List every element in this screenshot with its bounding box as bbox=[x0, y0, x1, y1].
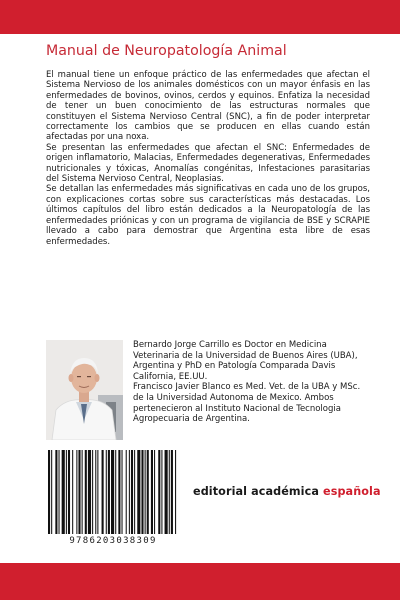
barcode-bar bbox=[72, 450, 73, 534]
barcode-bar bbox=[97, 450, 98, 534]
barcode-bar bbox=[175, 450, 176, 534]
top-color-band bbox=[0, 0, 400, 34]
barcode-bar bbox=[82, 450, 83, 534]
publisher-name-accent: española bbox=[323, 485, 381, 498]
barcode-bar bbox=[95, 450, 96, 534]
publisher-logo bbox=[193, 485, 383, 498]
author-photo-illustration bbox=[46, 340, 123, 440]
barcode-bar bbox=[154, 450, 155, 534]
barcode-bar bbox=[55, 450, 57, 534]
barcode-bar bbox=[141, 450, 143, 534]
barcode-bar bbox=[115, 450, 116, 534]
barcode-bar bbox=[78, 450, 80, 534]
barcode-bar bbox=[171, 450, 173, 534]
description-paragraph-1: El manual tiene un enfoque práctico de las enfermedades que afectan el Sistema Nervioso de los animales domésticos con un mayor énfasis en las enfermedades de bovinos, ovinos, cerdos y equinos. Enfatiza la necesidad de tener un buen conocimiento de las estructuras normales que constituyen el Sistema Nervioso Central (SNC), a fin de poder interpretar correctamente los cambios que se producen en ellas cuando están afectadas por una noxa. bbox=[46, 70, 370, 143]
barcode-bar bbox=[111, 450, 114, 534]
author-bio-blanco: Francisco Javier Blanco es Med. Vet. de la UBA y MSc. de la Universidad Autonoma de Mexico. Ambos pertenecieron al Instituto Nacional de Tecnologia Agropecuaria de Argentina. bbox=[133, 382, 361, 425]
barcode-bar bbox=[106, 450, 107, 534]
barcode-bar bbox=[137, 450, 140, 534]
barcode-bar bbox=[118, 450, 120, 534]
barcode-bar bbox=[158, 450, 160, 534]
barcode-bar bbox=[165, 450, 168, 534]
barcode-bar bbox=[62, 450, 65, 534]
barcode-bar bbox=[85, 450, 87, 534]
barcode-bar bbox=[88, 450, 91, 534]
barcode-bar bbox=[151, 450, 153, 534]
barcode-bar bbox=[161, 450, 162, 534]
barcode-bar bbox=[145, 450, 146, 534]
author-portrait-icon bbox=[46, 340, 123, 440]
barcode-bar bbox=[51, 450, 52, 534]
description-paragraph-2: Se presentan las enfermedades que afectan el SNC: Enfermedades de origen inflamatorio, Malacias, Enfermedades degenerativas, Enfermedades nutricionales y tóxicas, Anomalías congénitas, Infestaciones parasitarias del Sistema Nervioso Central, Neoplasias. bbox=[46, 142, 370, 185]
isbn-digits: 9786203038309 bbox=[69, 536, 157, 546]
barcode-bar bbox=[48, 450, 50, 534]
bottom-color-band bbox=[0, 563, 400, 600]
barcode-bar bbox=[126, 450, 127, 534]
author-bio-carrillo: Bernardo Jorge Carrillo es Doctor en Medicina Veterinaria de la Universidad de Buenos Aires (UBA), Argentina y PhD en Patología Comparada Davis California, EE.UU. bbox=[133, 340, 358, 382]
barcode-bar bbox=[134, 450, 135, 534]
barcode-bar bbox=[122, 450, 123, 534]
author-bio bbox=[133, 340, 373, 425]
book-description bbox=[46, 70, 370, 247]
publisher-name: editorial académica bbox=[193, 485, 323, 498]
barcode-bar bbox=[66, 450, 67, 534]
description-paragraph-3: Se detallan las enfermedades más significativas en cada uno de los grupos, con explicaciones cortas sobre sus características más destacadas. Los últimos capítulos del libro están dedicados a la Neuropatología de las enfermedades priónicas y con un programa de vigilancia de BSE y SCRAPIE llevado a cabo para demostrar que Argentina esta libre de esas enfermedades. bbox=[46, 184, 370, 247]
barcode-bar bbox=[169, 450, 170, 534]
book-title: Manual de Neuropatología Animal bbox=[46, 43, 287, 59]
isbn-barcode bbox=[46, 450, 180, 556]
barcode-bars bbox=[46, 450, 180, 536]
barcode-bar bbox=[129, 450, 130, 534]
barcode-bar bbox=[102, 450, 104, 534]
barcode-bar bbox=[59, 450, 60, 534]
barcode-bar bbox=[68, 450, 70, 534]
barcode-bar bbox=[92, 450, 93, 534]
barcode-bar bbox=[147, 450, 149, 534]
barcode-bar bbox=[108, 450, 110, 534]
barcode-bar bbox=[131, 450, 133, 534]
barcode-bar bbox=[76, 450, 77, 534]
